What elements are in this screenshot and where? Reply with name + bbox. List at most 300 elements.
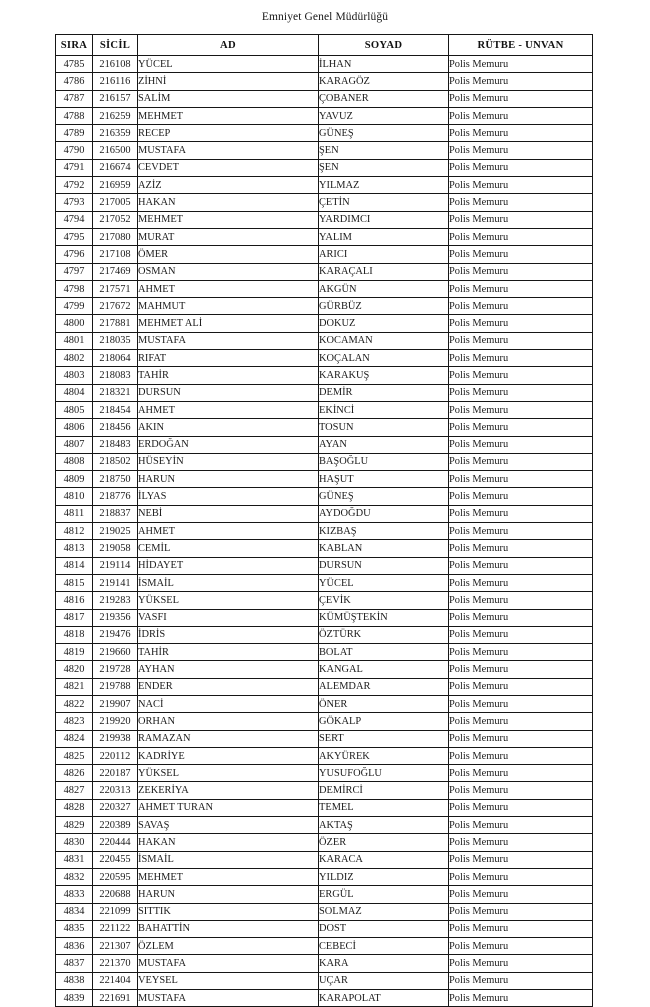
cell-sicil: 219788: [93, 678, 138, 695]
cell-ad: SALİM: [138, 90, 319, 107]
cell-rutbe: Polis Memuru: [449, 471, 593, 488]
cell-sira: 4809: [56, 471, 93, 488]
table-row: [56, 540, 593, 557]
cell-soyad: KÜMÜŞTEKİN: [319, 609, 449, 626]
cell-rutbe: Polis Memuru: [449, 228, 593, 245]
cell-sicil: 219114: [93, 557, 138, 574]
cell-ad: BAHATTİN: [138, 920, 319, 937]
cell-soyad: AYDOĞDU: [319, 505, 449, 522]
cell-ad: AYHAN: [138, 661, 319, 678]
cell-soyad: DEMİR: [319, 384, 449, 401]
cell-rutbe: Polis Memuru: [449, 211, 593, 228]
cell-rutbe: Polis Memuru: [449, 644, 593, 661]
cell-rutbe: Polis Memuru: [449, 886, 593, 903]
cell-sira: 4817: [56, 609, 93, 626]
cell-sira: 4837: [56, 955, 93, 972]
cell-rutbe: Polis Memuru: [449, 747, 593, 764]
cell-sicil: 216157: [93, 90, 138, 107]
cell-rutbe: Polis Memuru: [449, 695, 593, 712]
table-row: [56, 868, 593, 885]
cell-ad: RAMAZAN: [138, 730, 319, 747]
cell-ad: MEHMET: [138, 868, 319, 885]
table-row: [56, 609, 593, 626]
cell-ad: İSMAİL: [138, 851, 319, 868]
cell-ad: MUSTAFA: [138, 142, 319, 159]
cell-ad: KADRİYE: [138, 747, 319, 764]
table-row: [56, 194, 593, 211]
cell-soyad: ŞEN: [319, 159, 449, 176]
cell-sicil: 219938: [93, 730, 138, 747]
cell-sicil: 217080: [93, 228, 138, 245]
table-row: [56, 159, 593, 176]
cell-sira: 4833: [56, 886, 93, 903]
table-row: [56, 782, 593, 799]
cell-sira: 4800: [56, 315, 93, 332]
table-row: [56, 972, 593, 989]
cell-soyad: DOST: [319, 920, 449, 937]
cell-soyad: KARA: [319, 955, 449, 972]
cell-rutbe: Polis Memuru: [449, 488, 593, 505]
table-row: [56, 851, 593, 868]
cell-sira: 4830: [56, 834, 93, 851]
cell-ad: RIFAT: [138, 350, 319, 367]
cell-soyad: TOSUN: [319, 419, 449, 436]
table-row: [56, 661, 593, 678]
cell-sira: 4796: [56, 246, 93, 263]
cell-sicil: 216959: [93, 177, 138, 194]
cell-soyad: CEBECİ: [319, 938, 449, 955]
cell-sira: 4824: [56, 730, 93, 747]
cell-sira: 4829: [56, 817, 93, 834]
table-row: [56, 419, 593, 436]
cell-ad: SITTIK: [138, 903, 319, 920]
cell-rutbe: Polis Memuru: [449, 436, 593, 453]
cell-sira: 4789: [56, 125, 93, 142]
table-row: [56, 574, 593, 591]
cell-rutbe: Polis Memuru: [449, 315, 593, 332]
cell-rutbe: Polis Memuru: [449, 903, 593, 920]
cell-rutbe: Polis Memuru: [449, 280, 593, 297]
cell-ad: MUSTAFA: [138, 332, 319, 349]
cell-ad: SAVAŞ: [138, 817, 319, 834]
cell-sira: 4836: [56, 938, 93, 955]
cell-rutbe: Polis Memuru: [449, 142, 593, 159]
cell-rutbe: Polis Memuru: [449, 938, 593, 955]
cell-sicil: 219907: [93, 695, 138, 712]
cell-sira: 4788: [56, 107, 93, 124]
table-row: [56, 644, 593, 661]
cell-ad: İLYAS: [138, 488, 319, 505]
cell-soyad: ERGÜL: [319, 886, 449, 903]
table-row: [56, 367, 593, 384]
cell-rutbe: Polis Memuru: [449, 834, 593, 851]
table-row: [56, 557, 593, 574]
table-header: [56, 35, 593, 56]
cell-sira: 4821: [56, 678, 93, 695]
cell-sira: 4798: [56, 280, 93, 297]
cell-soyad: ÇEVİK: [319, 592, 449, 609]
cell-sicil: 220688: [93, 886, 138, 903]
table-row: [56, 834, 593, 851]
cell-rutbe: Polis Memuru: [449, 626, 593, 643]
table-row: [56, 990, 593, 1007]
cell-soyad: KARAKUŞ: [319, 367, 449, 384]
cell-sicil: 217005: [93, 194, 138, 211]
cell-soyad: AKTAŞ: [319, 817, 449, 834]
cell-rutbe: Polis Memuru: [449, 125, 593, 142]
cell-rutbe: Polis Memuru: [449, 557, 593, 574]
table-row: [56, 384, 593, 401]
table-row: [56, 280, 593, 297]
cell-sira: 4810: [56, 488, 93, 505]
cell-sicil: 218035: [93, 332, 138, 349]
cell-soyad: ÇETİN: [319, 194, 449, 211]
cell-sira: 4832: [56, 868, 93, 885]
cell-soyad: YALIM: [319, 228, 449, 245]
cell-soyad: ÖNER: [319, 695, 449, 712]
cell-soyad: ALEMDAR: [319, 678, 449, 695]
table-row: [56, 903, 593, 920]
cell-ad: ÖMER: [138, 246, 319, 263]
cell-rutbe: Polis Memuru: [449, 540, 593, 557]
cell-sicil: 216359: [93, 125, 138, 142]
cell-sira: 4820: [56, 661, 93, 678]
table-row: [56, 453, 593, 470]
cell-soyad: GÖKALP: [319, 713, 449, 730]
table-row: [56, 401, 593, 418]
cell-soyad: TEMEL: [319, 799, 449, 816]
cell-sicil: 218837: [93, 505, 138, 522]
cell-soyad: YUSUFOĞLU: [319, 765, 449, 782]
table-row: [56, 246, 593, 263]
cell-ad: HARUN: [138, 886, 319, 903]
column-header-soyad: SOYAD: [319, 35, 449, 56]
cell-sira: 4797: [56, 263, 93, 280]
cell-ad: YÜCEL: [138, 56, 319, 73]
cell-sicil: 218483: [93, 436, 138, 453]
cell-soyad: YÜCEL: [319, 574, 449, 591]
cell-sira: 4792: [56, 177, 93, 194]
cell-ad: MURAT: [138, 228, 319, 245]
cell-sira: 4799: [56, 298, 93, 315]
cell-sicil: 219356: [93, 609, 138, 626]
cell-rutbe: Polis Memuru: [449, 851, 593, 868]
table-row: [56, 332, 593, 349]
cell-soyad: YILDIZ: [319, 868, 449, 885]
cell-sicil: 220389: [93, 817, 138, 834]
cell-sicil: 219728: [93, 661, 138, 678]
cell-sicil: 220444: [93, 834, 138, 851]
cell-sicil: 219283: [93, 592, 138, 609]
column-header-sira: SIRA: [56, 35, 93, 56]
table-row: [56, 817, 593, 834]
cell-rutbe: Polis Memuru: [449, 505, 593, 522]
table-row: [56, 713, 593, 730]
cell-sicil: 216108: [93, 56, 138, 73]
cell-rutbe: Polis Memuru: [449, 194, 593, 211]
cell-soyad: ÖZER: [319, 834, 449, 851]
table-row: [56, 920, 593, 937]
cell-sicil: 220112: [93, 747, 138, 764]
cell-ad: VASFI: [138, 609, 319, 626]
cell-soyad: KARACA: [319, 851, 449, 868]
cell-soyad: İLHAN: [319, 56, 449, 73]
cell-ad: AHMET: [138, 401, 319, 418]
cell-sira: 4818: [56, 626, 93, 643]
cell-sicil: 220327: [93, 799, 138, 816]
cell-sicil: 220595: [93, 868, 138, 885]
column-header-ad: AD: [138, 35, 319, 56]
cell-ad: AHMET: [138, 280, 319, 297]
cell-sicil: 221307: [93, 938, 138, 955]
cell-sira: 4813: [56, 540, 93, 557]
cell-soyad: SOLMAZ: [319, 903, 449, 920]
cell-sira: 4825: [56, 747, 93, 764]
cell-sira: 4831: [56, 851, 93, 868]
cell-sira: 4801: [56, 332, 93, 349]
cell-sicil: 216500: [93, 142, 138, 159]
cell-soyad: YILMAZ: [319, 177, 449, 194]
cell-soyad: GÜRBÜZ: [319, 298, 449, 315]
cell-sira: 4838: [56, 972, 93, 989]
column-header-sicil: SİCİL: [93, 35, 138, 56]
cell-ad: HARUN: [138, 471, 319, 488]
cell-soyad: ŞEN: [319, 142, 449, 159]
cell-soyad: KOCAMAN: [319, 332, 449, 349]
cell-sicil: 218750: [93, 471, 138, 488]
table-row: [56, 211, 593, 228]
cell-ad: İDRİS: [138, 626, 319, 643]
cell-sira: 4835: [56, 920, 93, 937]
cell-soyad: YAVUZ: [319, 107, 449, 124]
cell-sira: 4804: [56, 384, 93, 401]
cell-ad: YÜKSEL: [138, 592, 319, 609]
cell-sicil: 219476: [93, 626, 138, 643]
cell-sira: 4812: [56, 523, 93, 540]
cell-sira: 4826: [56, 765, 93, 782]
cell-soyad: EKİNCİ: [319, 401, 449, 418]
cell-rutbe: Polis Memuru: [449, 713, 593, 730]
cell-sicil: 218321: [93, 384, 138, 401]
table-row: [56, 505, 593, 522]
cell-sicil: 217052: [93, 211, 138, 228]
cell-sicil: 218064: [93, 350, 138, 367]
cell-ad: OSMAN: [138, 263, 319, 280]
cell-sicil: 217108: [93, 246, 138, 263]
cell-sira: 4791: [56, 159, 93, 176]
table-row: [56, 678, 593, 695]
cell-rutbe: Polis Memuru: [449, 401, 593, 418]
page-title: Emniyet Genel Müdürlüğü: [261, 11, 389, 23]
table-row: [56, 436, 593, 453]
cell-ad: ZEKERİYA: [138, 782, 319, 799]
cell-rutbe: Polis Memuru: [449, 56, 593, 73]
cell-soyad: DEMİRCİ: [319, 782, 449, 799]
cell-sicil: 216116: [93, 73, 138, 90]
cell-rutbe: Polis Memuru: [449, 799, 593, 816]
cell-sicil: 219058: [93, 540, 138, 557]
cell-sira: 4814: [56, 557, 93, 574]
cell-rutbe: Polis Memuru: [449, 107, 593, 124]
cell-soyad: KANGAL: [319, 661, 449, 678]
cell-sicil: 218776: [93, 488, 138, 505]
cell-soyad: AKGÜN: [319, 280, 449, 297]
cell-sicil: 220313: [93, 782, 138, 799]
table-row: [56, 695, 593, 712]
cell-sicil: 219025: [93, 523, 138, 540]
cell-sicil: 217881: [93, 315, 138, 332]
table-row: [56, 350, 593, 367]
cell-rutbe: Polis Memuru: [449, 298, 593, 315]
cell-sira: 4823: [56, 713, 93, 730]
cell-sira: 4793: [56, 194, 93, 211]
cell-ad: AHMET TURAN: [138, 799, 319, 816]
table-row: [56, 263, 593, 280]
cell-sicil: 217672: [93, 298, 138, 315]
cell-ad: HAKAN: [138, 834, 319, 851]
cell-ad: RECEP: [138, 125, 319, 142]
cell-sicil: 216674: [93, 159, 138, 176]
cell-ad: MAHMUT: [138, 298, 319, 315]
cell-rutbe: Polis Memuru: [449, 384, 593, 401]
cell-rutbe: Polis Memuru: [449, 730, 593, 747]
table-row: [56, 799, 593, 816]
cell-soyad: KIZBAŞ: [319, 523, 449, 540]
cell-rutbe: Polis Memuru: [449, 817, 593, 834]
table-row: [56, 886, 593, 903]
cell-ad: MUSTAFA: [138, 955, 319, 972]
cell-soyad: KOÇALAN: [319, 350, 449, 367]
cell-soyad: KARAGÖZ: [319, 73, 449, 90]
cell-rutbe: Polis Memuru: [449, 453, 593, 470]
cell-sira: 4790: [56, 142, 93, 159]
cell-ad: HÜSEYİN: [138, 453, 319, 470]
cell-soyad: KARAÇALI: [319, 263, 449, 280]
cell-sira: 4803: [56, 367, 93, 384]
cell-sicil: 217469: [93, 263, 138, 280]
cell-rutbe: Polis Memuru: [449, 523, 593, 540]
table-row: [56, 471, 593, 488]
cell-soyad: GÜNEŞ: [319, 125, 449, 142]
cell-ad: AZİZ: [138, 177, 319, 194]
cell-soyad: SERT: [319, 730, 449, 747]
cell-sira: 4816: [56, 592, 93, 609]
table-row: [56, 315, 593, 332]
cell-sicil: 219920: [93, 713, 138, 730]
cell-rutbe: Polis Memuru: [449, 782, 593, 799]
table-body: [56, 56, 593, 1007]
cell-soyad: BOLAT: [319, 644, 449, 661]
cell-soyad: HAŞUT: [319, 471, 449, 488]
cell-ad: ENDER: [138, 678, 319, 695]
cell-ad: TAHİR: [138, 644, 319, 661]
cell-sira: 4834: [56, 903, 93, 920]
cell-soyad: AYAN: [319, 436, 449, 453]
cell-sicil: 218456: [93, 419, 138, 436]
table-row: [56, 56, 593, 73]
cell-sira: 4828: [56, 799, 93, 816]
cell-sicil: 219141: [93, 574, 138, 591]
cell-soyad: KABLAN: [319, 540, 449, 557]
table-row: [56, 592, 593, 609]
table-row: [56, 626, 593, 643]
cell-sira: 4808: [56, 453, 93, 470]
cell-sicil: 221099: [93, 903, 138, 920]
table-row: [56, 955, 593, 972]
cell-sicil: 220455: [93, 851, 138, 868]
cell-rutbe: Polis Memuru: [449, 263, 593, 280]
cell-sicil: 221122: [93, 920, 138, 937]
cell-sicil: 217571: [93, 280, 138, 297]
cell-ad: İSMAİL: [138, 574, 319, 591]
cell-rutbe: Polis Memuru: [449, 972, 593, 989]
cell-soyad: DOKUZ: [319, 315, 449, 332]
cell-soyad: GÜNEŞ: [319, 488, 449, 505]
cell-sira: 4827: [56, 782, 93, 799]
cell-sira: 4806: [56, 419, 93, 436]
cell-ad: DURSUN: [138, 384, 319, 401]
cell-soyad: DURSUN: [319, 557, 449, 574]
cell-rutbe: Polis Memuru: [449, 868, 593, 885]
cell-sira: 4807: [56, 436, 93, 453]
cell-sira: 4787: [56, 90, 93, 107]
cell-ad: HİDAYET: [138, 557, 319, 574]
table-row: [56, 298, 593, 315]
cell-ad: MUSTAFA: [138, 990, 319, 1007]
cell-rutbe: Polis Memuru: [449, 678, 593, 695]
table-row: [56, 228, 593, 245]
cell-ad: HAKAN: [138, 194, 319, 211]
cell-ad: NEBİ: [138, 505, 319, 522]
cell-ad: ZİHNİ: [138, 73, 319, 90]
cell-sicil: 220187: [93, 765, 138, 782]
cell-ad: MEHMET: [138, 107, 319, 124]
cell-soyad: ÖZTÜRK: [319, 626, 449, 643]
table-row: [56, 73, 593, 90]
cell-rutbe: Polis Memuru: [449, 955, 593, 972]
table-row: [56, 177, 593, 194]
cell-sicil: 221370: [93, 955, 138, 972]
cell-sira: 4811: [56, 505, 93, 522]
cell-soyad: BAŞOĞLU: [319, 453, 449, 470]
cell-sira: 4802: [56, 350, 93, 367]
personnel-roster-table: [55, 34, 593, 1007]
cell-ad: CEMİL: [138, 540, 319, 557]
cell-sicil: 221691: [93, 990, 138, 1007]
cell-ad: MEHMET ALİ: [138, 315, 319, 332]
cell-soyad: ARICI: [319, 246, 449, 263]
cell-rutbe: Polis Memuru: [449, 90, 593, 107]
cell-soyad: ÇOBANER: [319, 90, 449, 107]
table-row: [56, 488, 593, 505]
cell-ad: ERDOĞAN: [138, 436, 319, 453]
cell-rutbe: Polis Memuru: [449, 920, 593, 937]
table-row: [56, 938, 593, 955]
cell-rutbe: Polis Memuru: [449, 592, 593, 609]
cell-sira: 4815: [56, 574, 93, 591]
cell-rutbe: Polis Memuru: [449, 73, 593, 90]
table-row: [56, 730, 593, 747]
cell-rutbe: Polis Memuru: [449, 177, 593, 194]
cell-sira: 4819: [56, 644, 93, 661]
cell-soyad: YARDIMCI: [319, 211, 449, 228]
roster-table-container: [55, 34, 592, 1007]
cell-ad: AKIN: [138, 419, 319, 436]
cell-sira: 4794: [56, 211, 93, 228]
cell-sira: 4822: [56, 695, 93, 712]
cell-rutbe: Polis Memuru: [449, 246, 593, 263]
cell-sira: 4786: [56, 73, 93, 90]
